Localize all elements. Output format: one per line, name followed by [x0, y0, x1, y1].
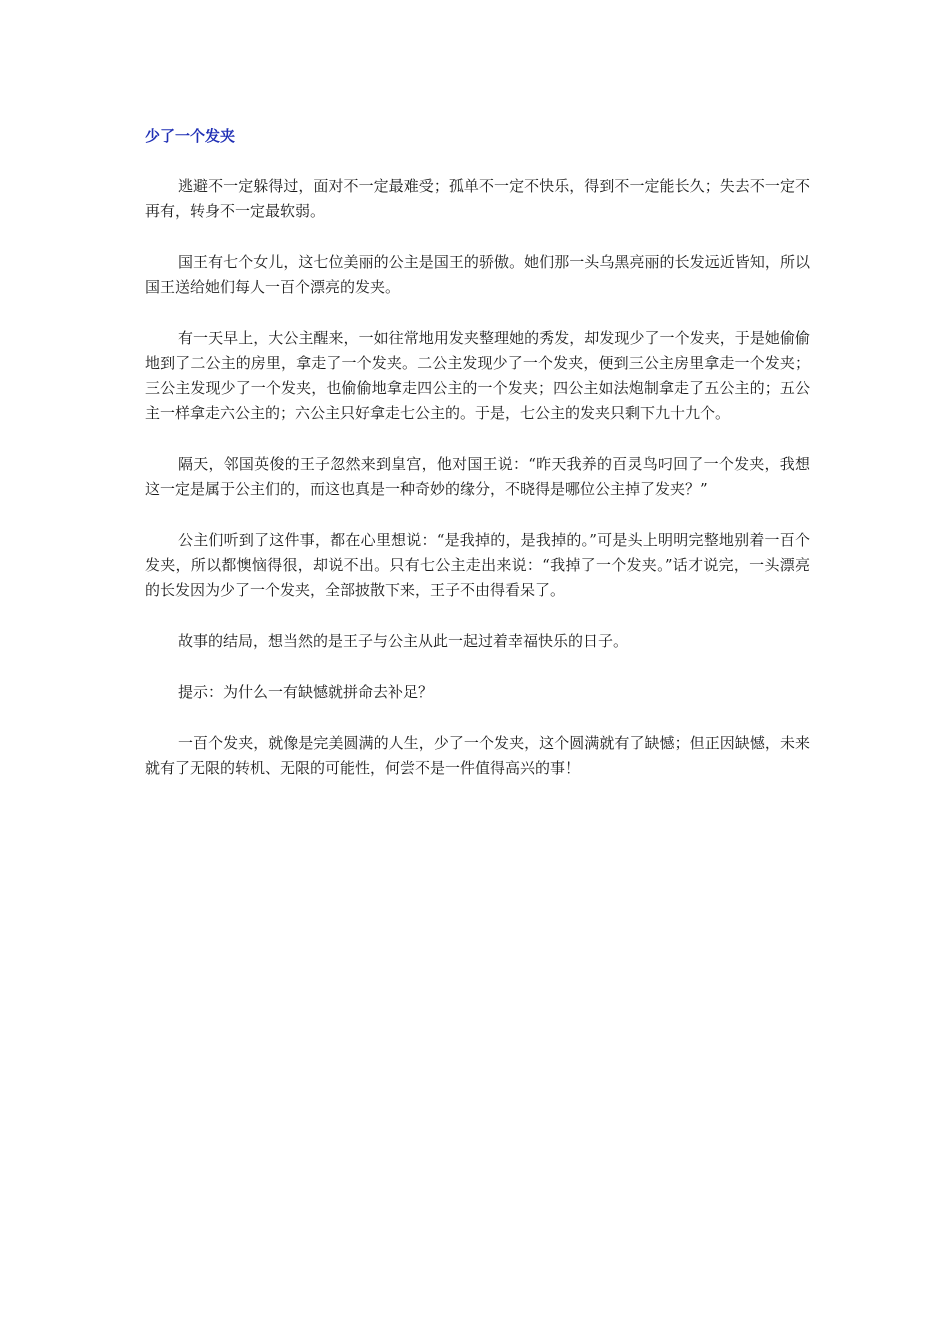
paragraph-missing-hairpin: 有一天早上，大公主醒来，一如往常地用发夹整理她的秀发，却发现少了一个发夹，于是她偷偷地到了二公主的房里，拿走了一个发夹。二公主发现少了一个发夹，便到三公主房里拿走一个发夹；三公主发现少了一个发夹，也偷偷地拿走四公主的一个发夹；四公主如法炮制拿走了五公主的；五公主一样拿走六公主的；六公主只好拿走七公主的。于是，七公主的发夹只剩下九十九个。: [145, 329, 810, 422]
paragraph-moral: 一百个发夹，就像是完美圆满的人生，少了一个发夹，这个圆满就有了缺憾；但正因缺憾，未来就有了无限的转机、无限的可能性，何尝不是一件值得高兴的事！: [145, 734, 810, 777]
paragraph-king-daughters: 国王有七个女儿，这七位美丽的公主是国王的骄傲。她们那一头乌黑亮丽的长发远近皆知，所以国王送给她们每人一百个漂亮的发夹。: [145, 253, 810, 296]
document-title: 少了一个发夹: [145, 127, 236, 145]
paragraph-intro: 逃避不一定躲得过，面对不一定最难受；孤单不一定不快乐，得到不一定能长久；失去不一定不再有，转身不一定最软弱。: [145, 177, 810, 220]
paragraph-prince-arrives: 隔天，邻国英俊的王子忽然来到皇宫，他对国王说：“昨天我养的百灵鸟叼回了一个发夹，我想这一定是属于公主们的，而这也真是一种奇妙的缘分，不晓得是哪位公主掉了发夹？”: [145, 455, 810, 498]
paragraph-hint: 提示：为什么一有缺憾就拼命去补足？: [178, 683, 434, 701]
paragraph-seventh-princess: 公主们听到了这件事，都在心里想说：“是我掉的，是我掉的。”可是头上明明完整地别着一百个发夹，所以都懊恼得很，却说不出。只有七公主走出来说：“我掉了一个发夹。”话才说完，一头漂亮的长发因为少了一个发夹，全部披散下来，王子不由得看呆了。: [145, 531, 810, 599]
paragraph-ending: 故事的结局，想当然的是王子与公主从此一起过着幸福快乐的日子。: [178, 632, 629, 650]
document-body: [145, 124, 810, 807]
